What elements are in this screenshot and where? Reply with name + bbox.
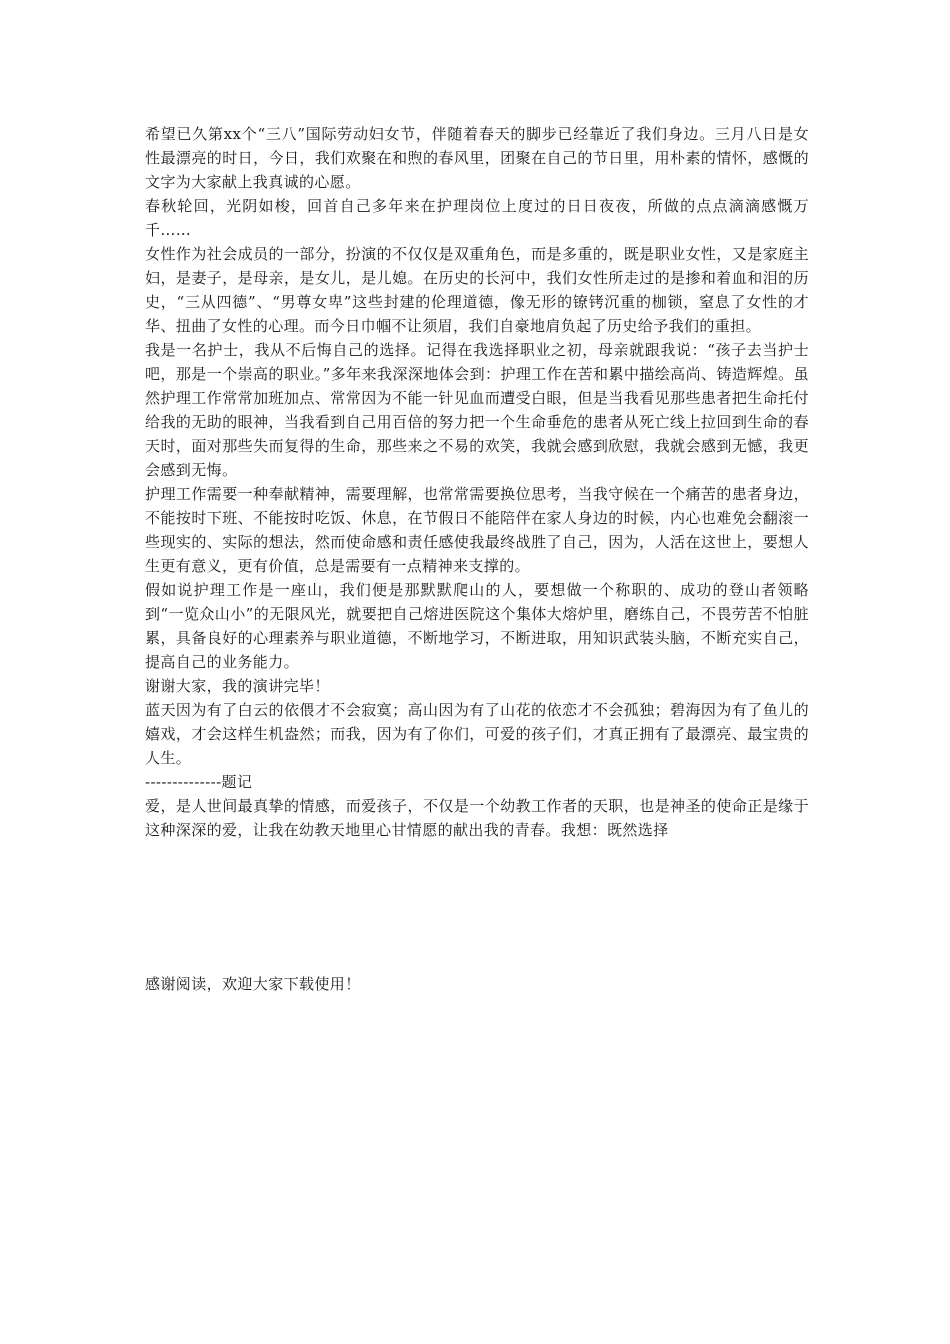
paragraph-love: 爱，是人世间最真挚的情感，而爱孩子，不仅是一个幼教工作者的天职，也是神圣的使命正是缘于这种深深的爱，让我在幼教天地里心甘情愿的献出我的青春。我想：既然选择 [145,797,809,839]
paragraph-epigraph: --------------题记 [145,773,253,791]
paragraph-mountain: 假如说护理工作是一座山，我们便是那默默爬山的人，要想做一个称职的、成功的登山者领略到“一览众山小”的无限风光，就要把自己熔进医院这个集体大熔炉里，磨练自己，不畏劳苦不怕脏累，具备良好的心理素养与职业道德，不断地学习，不断进取，用知识武装头脑，不断充实自己，提高自己的业务能力。 [145,581,809,671]
paragraph-women-roles: 女性作为社会成员的一部分，扮演的不仅仅是双重角色，而是多重的，既是职业女性，又是家庭主妇，是妻子，是母亲，是女儿，是儿媳。在历史的长河中，我们女性所走过的是掺和着血和泪的历史，“三从四德”、“男尊女卑”这些封建的伦理道德，像无形的镣铐沉重的枷锁，窒息了女性的才华、扭曲了女性的心理。而今日巾帼不让须眉，我们自豪地肩负起了历史给予我们的重担。 [145,245,809,335]
paragraph-nurse-choice: 我是一名护士，我从不后悔自己的选择。记得在我选择职业之初，母亲就跟我说：“孩子去当护士吧，那是一个崇高的职业。”多年来我深深地体会到：护理工作在苦和累中描绘高尚、铸造辉煌。虽然护理工作常常加班加点、常常因为不能一针见血而遭受白眼，但是当我看见那些患者把生命托付给我的无助的眼神，当我看到自己用百倍的努力把一个生命垂危的患者从死亡线上拉回到生命的春天时，面对那些失而复得的生命，那些来之不易的欢笑，我就会感到欣慰，我就会感到无憾，我更会感到无悔。 [145,341,809,479]
document-body [145,122,809,842]
paragraph-thanks: 谢谢大家，我的演讲完毕！ [145,677,330,695]
closing-note: 感谢阅读，欢迎大家下载使用！ [145,975,361,993]
paragraph-intro: 希望已久第xx个“三八”国际劳动妇女节，伴随着春天的脚步已经靠近了我们身边。三月八日是女性最漂亮的时日，今日，我们欢聚在和煦的春风里，团聚在自己的节日里，用朴素的情怀，感慨的文字为大家献上我真诚的心愿。 [145,125,809,191]
paragraph-reflection: 春秋轮回，光阴如梭，回首自己多年来在护理岗位上度过的日日夜夜，所做的点点滴滴感慨万千…… [145,197,809,239]
paragraph-blue-sky: 蓝天因为有了白云的依偎才不会寂寞；高山因为有了山花的依恋才不会孤独；碧海因为有了鱼儿的嬉戏，才会这样生机盎然；而我，因为有了你们，可爱的孩子们，才真正拥有了最漂亮、最宝贵的人生。 [145,701,809,767]
paragraph-dedication: 护理工作需要一种奉献精神，需要理解，也常常需要换位思考，当我守候在一个痛苦的患者身边，不能按时下班、不能按时吃饭、休息，在节假日不能陪伴在家人身边的时候，内心也难免会翻滚一些现实的、实际的想法，然而使命感和责任感使我最终战胜了自己，因为，人活在这世上，要想人生更有意义，更有价值，总是需要有一点精神来支撑的。 [145,485,809,575]
